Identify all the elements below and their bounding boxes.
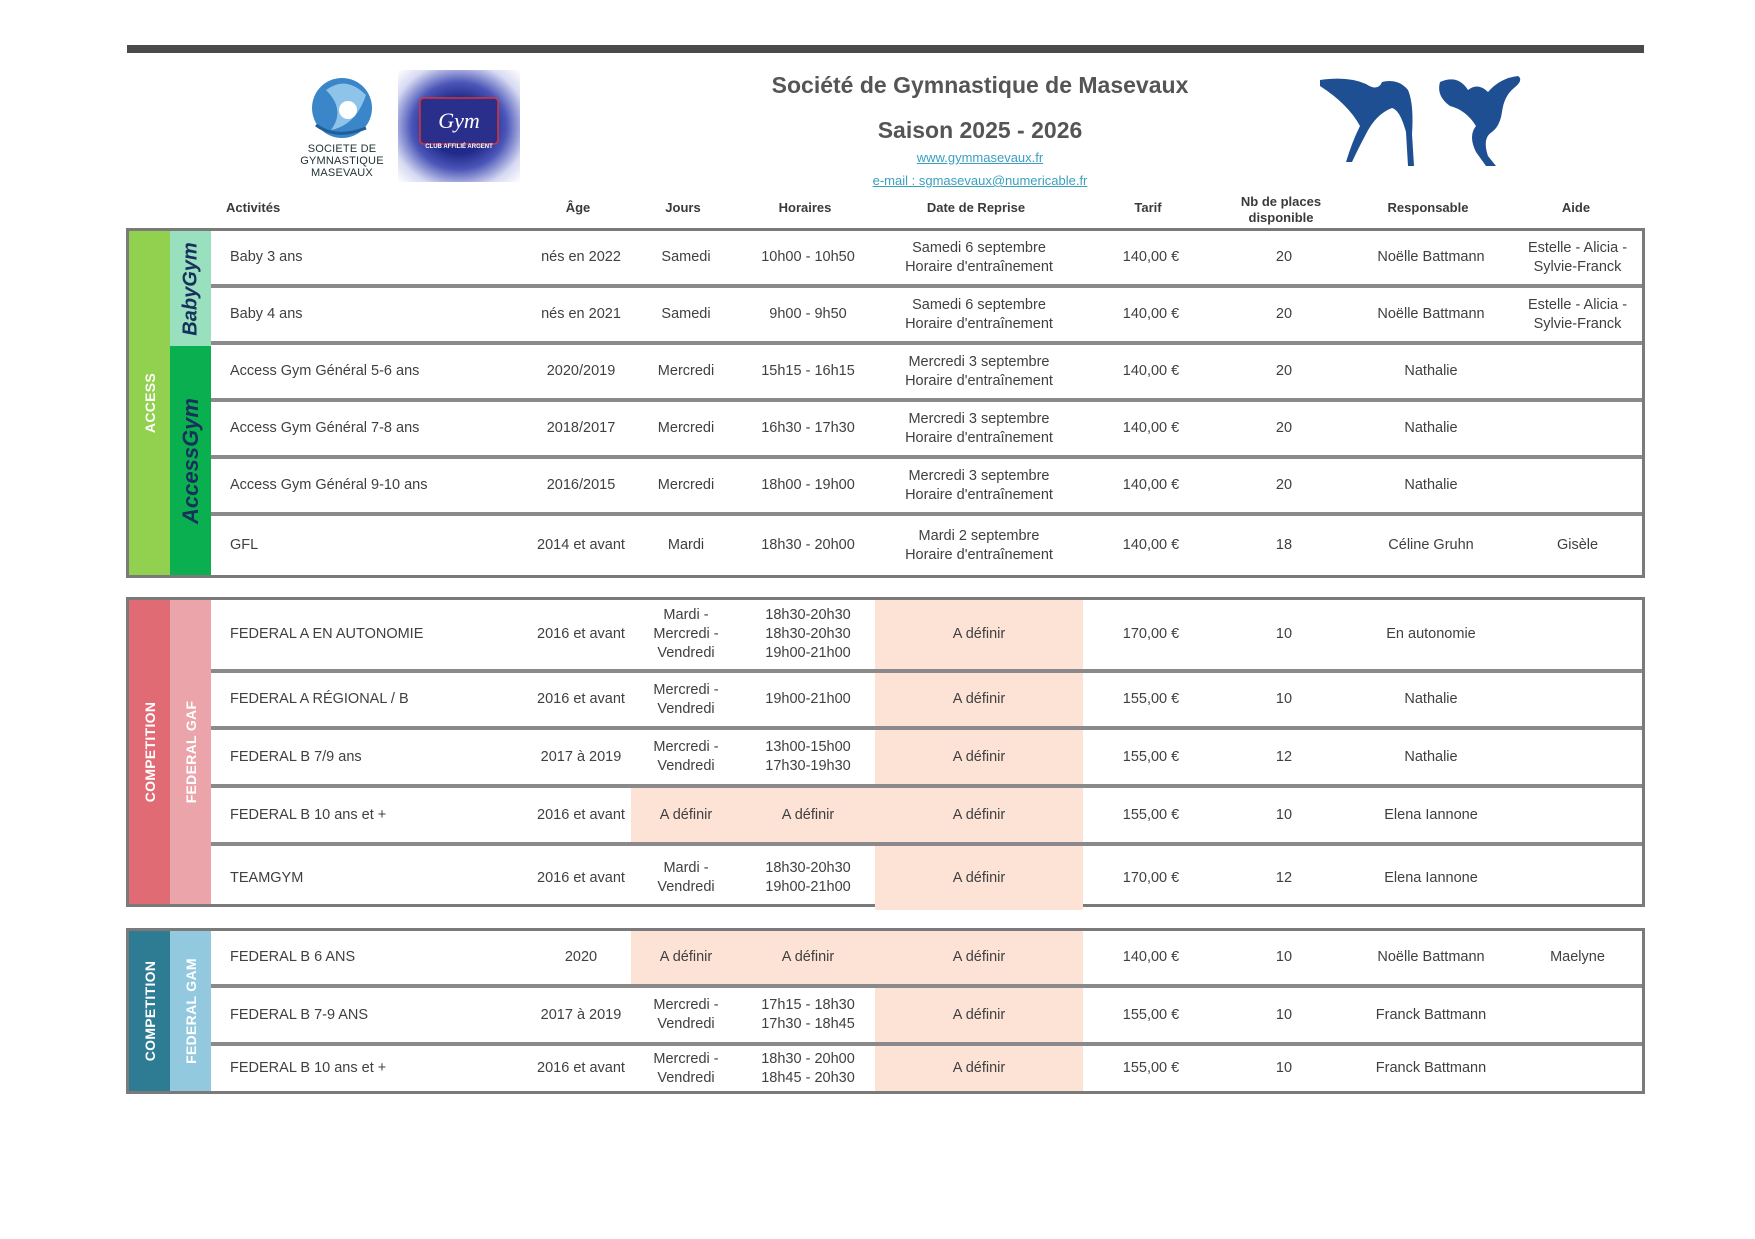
cell-responsable [1349, 459, 1513, 512]
section-competition-gaf [126, 597, 1645, 907]
cell-reprise [875, 516, 1083, 575]
cell-responsable-text: Franck Battmann [1375, 1006, 1487, 1023]
cell-places-text: 10 [1275, 806, 1293, 823]
cell-horaires-text: 18h30 - 20h00 [761, 537, 855, 553]
cell-reprise-text: Mercredi 3 septembre Horaire d'entraînement [905, 467, 1053, 503]
cell-responsable-text: Elena Iannone [1384, 869, 1478, 886]
cell-activite [211, 788, 531, 842]
cell-reprise [875, 459, 1083, 512]
cell-jours-text: Mercredi [657, 363, 715, 379]
cell-tarif-text: 170,00 € [1122, 626, 1180, 642]
cell-aide-text: Maelyne [1550, 949, 1605, 965]
cell-activite-text: Access Gym Général 9-10 ans [230, 477, 428, 493]
section-band [129, 600, 170, 904]
season-title: Saison 2025 - 2026 [877, 117, 1083, 143]
cell-responsable [1349, 231, 1513, 284]
cell-jours [631, 673, 741, 726]
cell-tarif [1083, 730, 1219, 784]
section-band [129, 931, 170, 1091]
club-affiliate-label: CLUB AFFILIÉ ARGENT [425, 144, 493, 150]
col-header-responsable: Responsable [1387, 200, 1469, 215]
babygym-logo-text: BabyGym [179, 241, 201, 336]
top-divider [127, 45, 1644, 53]
cell-places [1219, 600, 1349, 669]
cell-horaires [741, 846, 875, 910]
cell-reprise [875, 673, 1083, 726]
cell-aide [1513, 459, 1642, 512]
cell-reprise [875, 730, 1083, 784]
cell-jours [631, 402, 741, 455]
cell-tarif-text: 155,00 € [1122, 1060, 1180, 1076]
cell-reprise [875, 1046, 1083, 1091]
cell-horaires [741, 673, 875, 726]
cell-jours-text: Mercredi - Vendredi [653, 739, 719, 774]
cell-responsable [1349, 600, 1513, 669]
cell-responsable-text: En autonomie [1386, 626, 1476, 642]
cell-places [1219, 231, 1349, 284]
cell-activite [211, 730, 531, 784]
cell-responsable-text: Nathalie [1404, 363, 1458, 379]
section-label: COMPETITION [141, 701, 158, 803]
cell-age-text: nés en 2022 [541, 249, 621, 265]
cell-reprise-text: A définir [952, 1006, 1006, 1023]
cell-activite-text: FEDERAL B 6 ANS [230, 949, 356, 965]
cell-activite [211, 988, 531, 1042]
club-affiliate-logo [398, 70, 520, 182]
section-competition-gam [126, 928, 1645, 1094]
website-link[interactable]: www.gymmasevaux.fr [916, 150, 1044, 165]
table-row [211, 788, 1642, 846]
cell-horaires-text: 18h00 - 19h00 [761, 477, 855, 493]
cell-reprise-text: Mardi 2 septembre Horaire d'entraînement [905, 527, 1053, 563]
cell-horaires [741, 231, 875, 284]
cell-age [531, 988, 631, 1042]
table-row [211, 516, 1642, 575]
cell-reprise-text: A définir [952, 869, 1006, 886]
cell-age [531, 846, 631, 910]
cell-horaires [741, 288, 875, 341]
cell-age [531, 1046, 631, 1091]
cell-reprise [875, 788, 1083, 842]
cell-tarif-text: 140,00 € [1122, 477, 1180, 493]
cell-age [531, 730, 631, 784]
cell-tarif [1083, 288, 1219, 341]
cell-jours [631, 516, 741, 575]
cell-places-text: 18 [1275, 537, 1293, 553]
cell-activite [211, 846, 531, 910]
table-row [211, 1046, 1642, 1091]
cell-age-text: nés en 2021 [541, 306, 621, 322]
cell-age [531, 345, 631, 398]
gymnasts-silhouette-icon [1318, 74, 1540, 174]
cell-age [531, 459, 631, 512]
table-row [211, 988, 1642, 1046]
cell-responsable [1349, 788, 1513, 842]
cell-jours-text: Mercredi - Vendredi [653, 681, 719, 717]
cell-horaires [741, 459, 875, 512]
section-label: ACCESS [141, 372, 158, 434]
email-link[interactable]: e-mail : sgmasevaux@numericable.fr [872, 173, 1088, 188]
cell-jours [631, 846, 741, 910]
cell-activite-text: FEDERAL B 10 ans et + [230, 806, 387, 823]
cell-horaires-text: A définir [781, 949, 835, 965]
cell-jours [631, 788, 741, 842]
cell-reprise [875, 231, 1083, 284]
cell-horaires-text: 13h00-15h00 17h30-19h30 [765, 739, 851, 774]
cell-tarif-text: 170,00 € [1122, 869, 1180, 886]
cell-places-text: 20 [1275, 477, 1293, 493]
section-subband [170, 231, 211, 575]
cell-activite-text: FEDERAL B 7-9 ANS [230, 1006, 369, 1023]
cell-aide-text: Estelle - Alicia - Sylvie-Franck [1527, 239, 1628, 275]
cell-jours-text: Mardi [667, 537, 705, 553]
cell-reprise [875, 846, 1083, 910]
cell-reprise-text: A définir [952, 806, 1006, 823]
cell-horaires [741, 788, 875, 842]
cell-horaires [741, 402, 875, 455]
cell-responsable [1349, 846, 1513, 910]
cell-places [1219, 988, 1349, 1042]
cell-horaires [741, 988, 875, 1042]
cell-responsable [1349, 402, 1513, 455]
cell-aide [1513, 402, 1642, 455]
cell-tarif [1083, 516, 1219, 575]
cell-activite-text: TEAMGYM [230, 869, 304, 886]
col-header-jours: Jours [665, 200, 701, 215]
cell-activite-text: FEDERAL B 7/9 ans [230, 748, 362, 765]
table-row [211, 402, 1642, 459]
cell-places [1219, 846, 1349, 910]
cell-reprise-text: Mercredi 3 septembre Horaire d'entraînement [905, 410, 1053, 446]
cell-aide [1513, 673, 1642, 726]
cell-jours [631, 931, 741, 984]
cell-horaires-text: 17h15 - 18h30 17h30 - 18h45 [761, 997, 855, 1032]
table-row [211, 931, 1642, 988]
accessgym-logo [170, 346, 211, 575]
section-access [126, 228, 1645, 578]
cell-age [531, 516, 631, 575]
cell-aide [1513, 846, 1642, 910]
cell-places-text: 20 [1275, 306, 1293, 322]
cell-horaires [741, 730, 875, 784]
cell-jours [631, 730, 741, 784]
cell-aide [1513, 931, 1642, 984]
cell-activite [211, 231, 531, 284]
cell-activite [211, 673, 531, 726]
cell-activite [211, 931, 531, 984]
cell-responsable-text: Céline Gruhn [1388, 537, 1474, 553]
cell-tarif [1083, 846, 1219, 910]
cell-activite-text: FEDERAL A RÉGIONAL / B [230, 691, 409, 707]
cell-tarif-text: 140,00 € [1122, 363, 1180, 379]
cell-places [1219, 730, 1349, 784]
cell-horaires-text: A définir [781, 806, 835, 823]
cell-activite-text: GFL [230, 537, 259, 553]
cell-age-text: 2016/2015 [546, 477, 616, 493]
cell-reprise-text: Samedi 6 septembre Horaire d'entraînement [905, 296, 1053, 332]
cell-places [1219, 402, 1349, 455]
cell-activite-text: Access Gym Général 5-6 ans [230, 363, 420, 379]
cell-responsable [1349, 988, 1513, 1042]
cell-tarif-text: 155,00 € [1122, 691, 1180, 707]
col-header-reprise: Date de Reprise [926, 200, 1026, 215]
cell-tarif-text: 140,00 € [1122, 949, 1180, 965]
accessgym-logo-text: AccessGym [177, 397, 203, 524]
cell-age-text: 2017 à 2019 [540, 1006, 622, 1023]
cell-responsable [1349, 345, 1513, 398]
section-sublabel: FEDERAL GAF [182, 700, 199, 804]
cell-activite-text: FEDERAL A EN AUTONOMIE [230, 626, 424, 642]
cell-places-text: 10 [1275, 626, 1293, 642]
cell-reprise-text: A définir [952, 626, 1006, 642]
cell-reprise [875, 988, 1083, 1042]
cell-tarif [1083, 931, 1219, 984]
cell-reprise-text: A définir [952, 949, 1006, 965]
section-sublabel: FEDERAL GAM [182, 958, 199, 1064]
cell-age-text: 2014 et avant [537, 537, 625, 553]
cell-tarif [1083, 788, 1219, 842]
cell-jours [631, 600, 741, 669]
cell-tarif-text: 140,00 € [1122, 420, 1180, 436]
cell-aide [1513, 288, 1642, 341]
cell-aide [1513, 231, 1642, 284]
cell-aide [1513, 788, 1642, 842]
cell-aide [1513, 600, 1642, 669]
cell-aide [1513, 730, 1642, 784]
cell-age [531, 402, 631, 455]
cell-places-text: 10 [1275, 1006, 1293, 1023]
cell-jours [631, 459, 741, 512]
cell-places [1219, 1046, 1349, 1091]
cell-horaires-text: 18h30 - 20h00 18h45 - 20h30 [761, 1050, 855, 1086]
section-band [129, 231, 170, 575]
cell-horaires-text: 15h15 - 16h15 [761, 363, 855, 379]
cell-horaires [741, 600, 875, 669]
cell-tarif-text: 140,00 € [1122, 306, 1180, 322]
cell-places [1219, 931, 1349, 984]
cell-responsable [1349, 730, 1513, 784]
cell-jours [631, 988, 741, 1042]
cell-activite [211, 402, 531, 455]
cell-age-text: 2016 et avant [537, 626, 625, 642]
cell-horaires [741, 1046, 875, 1091]
cell-activite-text: FEDERAL B 10 ans et + [230, 1060, 387, 1076]
cell-activite [211, 459, 531, 512]
cell-reprise-text: Mercredi 3 septembre Horaire d'entraînement [905, 353, 1053, 389]
cell-tarif [1083, 345, 1219, 398]
cell-tarif-text: 155,00 € [1122, 1006, 1180, 1023]
cell-activite-text: Baby 4 ans [230, 306, 303, 322]
cell-activite [211, 345, 531, 398]
cell-aide [1513, 988, 1642, 1042]
cell-responsable [1349, 1046, 1513, 1091]
table-row [211, 345, 1642, 402]
col-header-horaires: Horaires [778, 200, 832, 215]
cell-tarif [1083, 231, 1219, 284]
cell-reprise-text: A définir [952, 691, 1006, 707]
cell-age [531, 673, 631, 726]
cell-age-text: 2020 [564, 949, 598, 965]
table-row [211, 288, 1642, 345]
cell-jours [631, 231, 741, 284]
cell-age [531, 231, 631, 284]
cell-reprise-text: Samedi 6 septembre Horaire d'entraînement [905, 239, 1053, 275]
cell-responsable-text: Noëlle Battmann [1377, 249, 1485, 265]
cell-activite [211, 288, 531, 341]
cell-horaires-text: 16h30 - 17h30 [761, 420, 855, 436]
cell-age-text: 2016 et avant [537, 691, 625, 707]
cell-places [1219, 788, 1349, 842]
cell-horaires-text: 18h30-20h30 18h30-20h30 19h00-21h00 [765, 607, 851, 661]
cell-activite-text: Baby 3 ans [230, 249, 303, 265]
cell-responsable-text: Noëlle Battmann [1377, 306, 1485, 322]
cell-horaires-text: 19h00-21h00 [765, 691, 851, 707]
cell-responsable-text: Nathalie [1404, 477, 1458, 493]
cell-age [531, 788, 631, 842]
cell-responsable [1349, 288, 1513, 341]
cell-responsable [1349, 516, 1513, 575]
cell-aide [1513, 345, 1642, 398]
section-subband [170, 931, 211, 1091]
cell-tarif-text: 155,00 € [1122, 806, 1180, 823]
table-row [211, 730, 1642, 788]
cell-places [1219, 288, 1349, 341]
cell-responsable-text: Nathalie [1404, 748, 1458, 765]
cell-places [1219, 673, 1349, 726]
cell-places-text: 12 [1275, 748, 1293, 765]
cell-places-text: 20 [1275, 420, 1293, 436]
cell-responsable-text: Nathalie [1404, 420, 1458, 436]
cell-age-text: 2020/2019 [546, 363, 616, 379]
svg-text:Gym: Gym [438, 108, 480, 133]
cell-tarif [1083, 459, 1219, 512]
cell-tarif [1083, 600, 1219, 669]
cell-aide [1513, 1046, 1642, 1091]
cell-horaires [741, 345, 875, 398]
cell-tarif [1083, 1046, 1219, 1091]
cell-reprise [875, 600, 1083, 669]
cell-places-text: 10 [1275, 949, 1293, 965]
cell-responsable-text: Franck Battmann [1375, 1060, 1487, 1076]
babygym-logo [170, 231, 211, 346]
cell-places-text: 12 [1275, 869, 1293, 886]
cell-reprise-text: A définir [952, 1060, 1006, 1076]
cell-tarif-text: 140,00 € [1122, 249, 1180, 265]
cell-activite [211, 1046, 531, 1091]
col-header-places: Nb de places disponible [1240, 194, 1322, 225]
cell-jours-text: Samedi [661, 249, 711, 265]
cell-horaires-text: 10h00 - 10h50 [761, 249, 855, 265]
cell-jours-text: A définir [659, 806, 713, 823]
cell-responsable [1349, 673, 1513, 726]
cell-tarif-text: 140,00 € [1122, 537, 1180, 553]
col-header-tarif: Tarif [1134, 200, 1162, 215]
cell-places-text: 10 [1275, 691, 1293, 707]
cell-jours [631, 1046, 741, 1091]
cell-tarif [1083, 988, 1219, 1042]
cell-age [531, 288, 631, 341]
cell-jours-text: A définir [659, 949, 713, 965]
cell-horaires [741, 931, 875, 984]
cell-tarif [1083, 402, 1219, 455]
cell-reprise [875, 345, 1083, 398]
cell-jours-text: Mercredi [657, 477, 715, 493]
col-header-age: Âge [565, 200, 591, 215]
cell-responsable-text: Noëlle Battmann [1377, 949, 1485, 965]
cell-jours-text: Mercredi - Vendredi [653, 997, 719, 1032]
col-header-activites: Activités [226, 200, 281, 215]
cell-age [531, 931, 631, 984]
cell-responsable-text: Elena Iannone [1384, 806, 1478, 823]
cell-jours-text: Mardi - Vendredi [657, 860, 715, 895]
table-row [211, 459, 1642, 516]
cell-activite [211, 516, 531, 575]
cell-age-text: 2018/2017 [546, 420, 616, 436]
cell-aide-text: Gisèle [1556, 537, 1599, 553]
gym-badge-icon [398, 70, 520, 182]
section-subband [170, 600, 211, 904]
cell-jours [631, 288, 741, 341]
table-row [211, 673, 1642, 730]
cell-jours-text: Mercredi [657, 420, 715, 436]
cell-age-text: 2016 et avant [537, 869, 625, 886]
cell-responsable-text: Nathalie [1404, 691, 1458, 707]
cell-aide [1513, 516, 1642, 575]
cell-places [1219, 516, 1349, 575]
cell-reprise [875, 288, 1083, 341]
cell-jours [631, 345, 741, 398]
cell-places-text: 20 [1275, 363, 1293, 379]
cell-activite [211, 600, 531, 669]
cell-places [1219, 459, 1349, 512]
cell-age-text: 2016 et avant [537, 1060, 625, 1076]
cell-places-text: 10 [1275, 1060, 1293, 1076]
page-title: Société de Gymnastique de Masevaux [771, 72, 1189, 98]
cell-age [531, 600, 631, 669]
cell-reprise [875, 931, 1083, 984]
cell-horaires-text: 18h30-20h30 19h00-21h00 [765, 860, 851, 895]
col-header-aide: Aide [1561, 200, 1591, 215]
cell-jours-text: Samedi [661, 306, 711, 322]
table-row [211, 231, 1642, 288]
sgm-logo-text: SOCIETE DE GYMNASTIQUE MASEVAUX [300, 143, 384, 179]
cell-tarif-text: 155,00 € [1122, 748, 1180, 765]
cell-places-text: 20 [1275, 249, 1293, 265]
cell-reprise-text: A définir [952, 748, 1006, 765]
cell-places [1219, 345, 1349, 398]
cell-reprise [875, 402, 1083, 455]
sgm-emblem-icon [286, 70, 398, 150]
cell-tarif [1083, 673, 1219, 726]
cell-horaires-text: 9h00 - 9h50 [769, 306, 847, 322]
table-row [211, 846, 1642, 910]
cell-age-text: 2016 et avant [537, 806, 625, 823]
cell-horaires [741, 516, 875, 575]
table-row [211, 600, 1642, 673]
cell-activite-text: Access Gym Général 7-8 ans [230, 420, 420, 436]
cell-age-text: 2017 à 2019 [540, 748, 622, 765]
cell-jours-text: Mercredi - Vendredi [653, 1050, 719, 1086]
cell-aide-text: Estelle - Alicia - Sylvie-Franck [1527, 296, 1628, 332]
section-label: COMPETITION [141, 960, 158, 1062]
cell-responsable [1349, 931, 1513, 984]
cell-jours-text: Mardi - Mercredi - Vendredi [653, 607, 719, 661]
sgm-logo [286, 70, 398, 182]
